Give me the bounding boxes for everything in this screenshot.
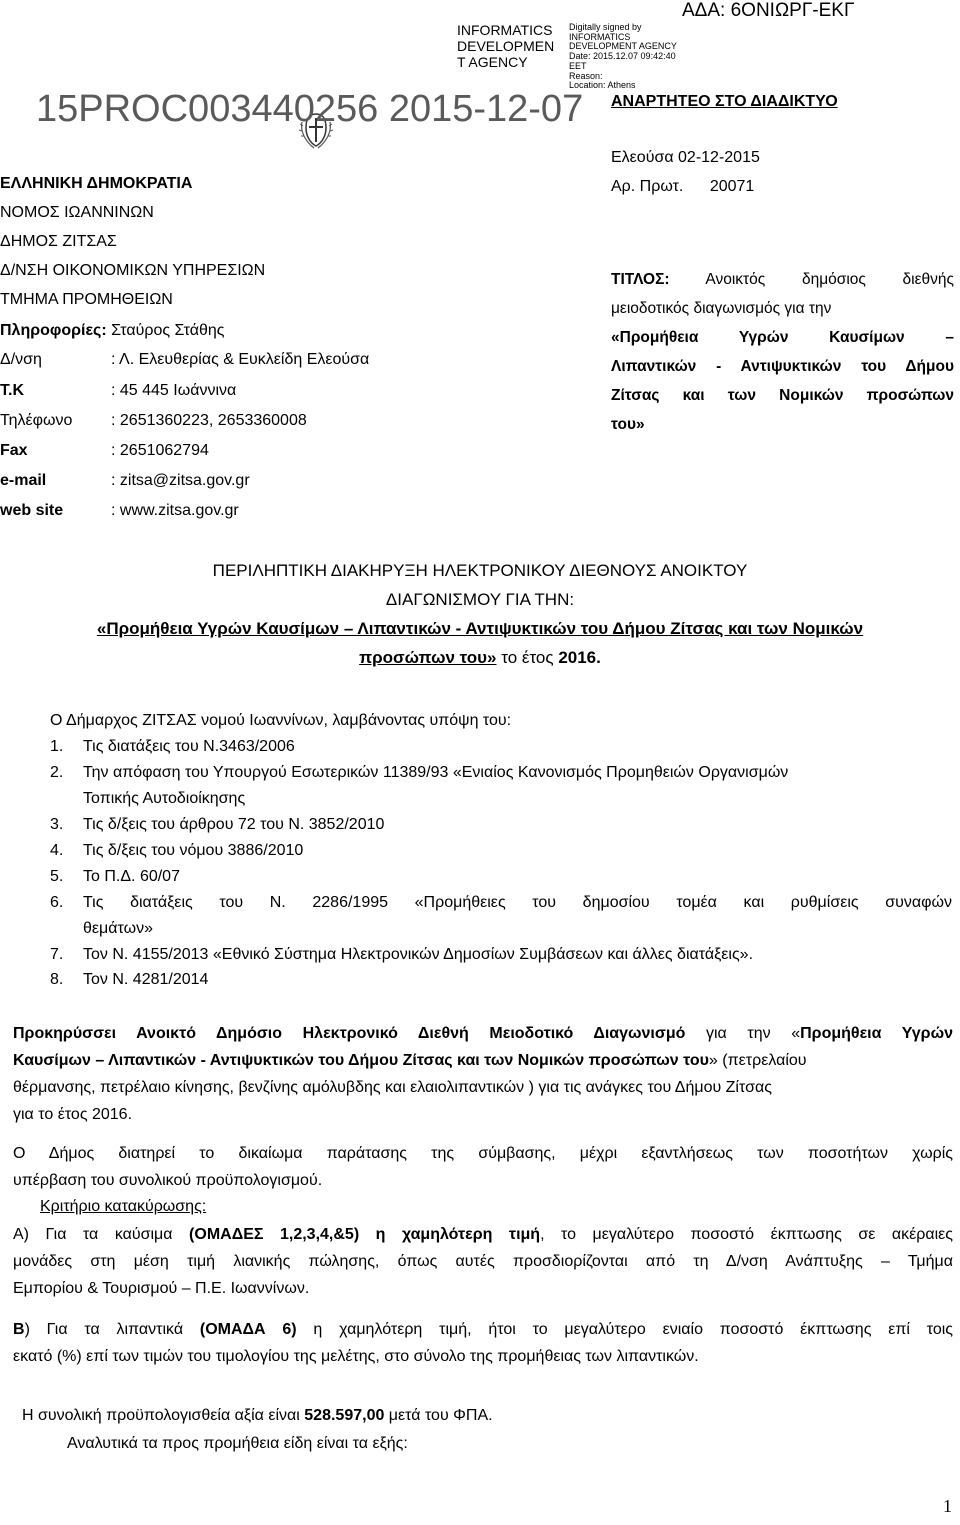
contact-row: [0, 382, 500, 400]
list-number: 1.: [50, 738, 64, 755]
notice-heading: [0, 556, 960, 672]
contact-value: : www.zitsa.gov.gr: [111, 502, 239, 519]
heading-year: 2016.: [558, 648, 601, 667]
signer-name-line: DEVELOPMEN: [457, 38, 555, 54]
text: Η συνολική προϋπολογισθεία αξία είναι: [22, 1407, 305, 1424]
title-line: Ζίτσας και των Νομικών προσώπων: [611, 387, 954, 404]
bold-text: Προκηρύσσει Ανοικτό Δημόσιο Ηλεκτρονικό Διεθνή Μειοδοτικό Διαγωνισμό: [13, 1025, 686, 1042]
text: για την «: [685, 1025, 801, 1042]
title-line: «Προμήθεια Υγρών Καυσίμων –: [611, 329, 954, 346]
title-line: [611, 265, 954, 294]
paragraph-line: [13, 1221, 953, 1248]
criteria-label: Κριτήριο κατακύρωσης:: [40, 1198, 207, 1215]
paragraph-line: υπέρβαση του συνολικού προϋπολογισμού.: [13, 1172, 323, 1189]
signature-detail-line: Location: Athens: [569, 80, 636, 91]
contact-value: : 2651062794: [111, 442, 209, 459]
list-text: Την απόφαση του Υπουργού Εσωτερικών 11389/93 «Ενιαίος Κανονισμός Προμηθειών Οργανισμών: [83, 764, 789, 781]
paragraph-line: Ο Δήμος διατηρεί το δικαίωμα παράτασης της σύμβασης, μέχρι εξαντλήσεως των ποσοτήτων χωρίς: [13, 1145, 953, 1162]
text: » (πετρελαίου: [708, 1052, 807, 1069]
list-number: 7.: [50, 946, 64, 963]
list-number: 6.: [50, 894, 64, 911]
budget-line: [22, 1407, 493, 1425]
contact-row: [0, 472, 500, 490]
authority-line: Δ/ΝΣΗ ΟΙΚΟΝΟΜΙΚΩΝ ΥΠΗΡΕΣΙΩΝ: [0, 262, 266, 279]
protocol-label: Αρ. Πρωτ.: [611, 178, 684, 195]
heading-text: το έτος: [496, 648, 559, 667]
list-text: Τις διατάξεις του Ν.3463/2006: [83, 738, 295, 755]
heading-line: ΔΙΑΓΩΝΙΣΜΟΥ ΓΙΑ ΤΗΝ:: [385, 590, 575, 609]
budget-value: 528.597,00: [304, 1407, 385, 1424]
title-line: του»: [611, 416, 645, 433]
page-number: 1: [943, 1496, 952, 1516]
info-value: Σταύρος Στάθης: [111, 322, 225, 339]
list-number: 4.: [50, 842, 64, 859]
signature-detail-line: Date: 2015.12.07 09:42:40: [569, 51, 676, 62]
title-block: [611, 265, 954, 439]
list-number: 2.: [50, 764, 64, 781]
list-text: Το Π.Δ. 60/07: [83, 868, 180, 885]
authority-line: ΕΛΛΗΝΙΚΗ ΔΗΜΟΚΡΑΤΙΑ: [0, 175, 193, 192]
contact-row: [0, 351, 500, 369]
heading-line: [0, 643, 960, 672]
paragraph-line: [13, 1316, 953, 1343]
contact-row: [0, 442, 500, 460]
list-text: Τον Ν. 4155/2013 «Εθνικό Σύστημα Ηλεκτρονικών Δημοσίων Συμβάσεων και άλλες διατάξεις».: [83, 946, 754, 963]
paragraph-line: [13, 1047, 953, 1074]
place-date: Ελεούσα 02-12-2015: [611, 149, 760, 166]
title-label: ΤΙΤΛΟΣ:: [611, 271, 670, 288]
bold-text: (ΟΜΑΔΑ 6): [199, 1321, 297, 1338]
contact-value: : 2651360223, 2653360008: [111, 412, 307, 429]
bold-text: Β: [13, 1321, 25, 1338]
heading-bold: προσώπων του»: [359, 648, 497, 667]
contact-label: Fax: [0, 442, 28, 459]
details-line: Αναλυτικά τα προς προμήθεια είδη είναι τα εξής:: [67, 1435, 408, 1452]
posted-online-label: ΑΝΑΡΤΗΤΕΟ ΣΤΟ ΔΙΑΔΙΚΤΥΟ: [611, 93, 838, 110]
signature-detail-line: INFORMATICS: [569, 31, 631, 42]
contact-row: [0, 412, 500, 430]
signer-name-line: INFORMATICS: [457, 22, 553, 38]
extension-paragraph: [13, 1140, 953, 1194]
info-label: Πληροφορίες:: [0, 322, 107, 339]
paragraph-line: [13, 1020, 953, 1047]
paragraph-line: μονάδες στη μέση τιμή λιανικής πώλησης, όπως αυτές προσδιορίζονται από τη Δ/νση Ανάπτυξης – Τμήμα: [13, 1253, 953, 1270]
criteria-a-paragraph: [13, 1221, 953, 1302]
text: μετά του ΦΠΑ.: [384, 1407, 493, 1424]
list-number: 3.: [50, 816, 64, 833]
list-text: Τις δ/ξεις του άρθρου 72 του Ν. 3852/2010: [83, 816, 385, 833]
list-text: Τοπικής Αυτοδιοίκησης: [83, 790, 246, 807]
info-line: [0, 322, 225, 340]
signature-detail-line: Reason:: [569, 70, 603, 81]
contact-label: Τ.Κ: [0, 382, 25, 399]
contact-label: web site: [0, 502, 64, 519]
title-line: Λιπαντικών - Αντιψυκτικών του Δήμου: [611, 358, 954, 375]
ada-code: ΑΔΑ: 6ΟΝΙΩΡΓ-ΕΚΓ: [682, 0, 855, 21]
bold-text: Προμήθεια Υγρών: [800, 1025, 953, 1042]
bold-text: (ΟΜΑΔΕΣ 1,2,3,4,&5) η χαμηλότερη τιμή: [189, 1226, 541, 1243]
protocol-number: 20071: [709, 178, 755, 195]
paragraph-line: θέρμανσης, πετρέλαιο κίνησης, βενζίνης αμόλυβδης και ελαιολιπαντικών ) για τις ανάγκες του Δήμου Ζίτσας: [13, 1079, 772, 1096]
list-number: 8.: [50, 971, 64, 988]
authority-line: ΤΜΗΜΑ ΠΡΟΜΗΘΕΙΩΝ: [0, 291, 173, 308]
paragraph-line: για το έτος 2016.: [13, 1106, 133, 1123]
signature-detail-line: DEVELOPMENT AGENCY: [569, 41, 677, 52]
list-text: θεμάτων»: [83, 920, 153, 937]
paragraph-line: εκατό (%) επί των τιμών του τιμολογίου της μελέτης, στο σύνολο της προμήθειας των λιπαντικών.: [13, 1348, 699, 1365]
contact-label: e-mail: [0, 472, 47, 489]
contact-label: Τηλέφωνο: [0, 412, 73, 429]
list-text: Τις διατάξεις του Ν. 2286/1995 «Προμήθειες του δημοσίου τομέα και ρυθμίσεις συναφών: [83, 894, 952, 911]
contact-label: Δ/νση: [0, 351, 42, 368]
protocol-line: [611, 178, 754, 196]
announcement-paragraph: [13, 1020, 953, 1128]
contact-value: : Λ. Ελευθερίας & Ευκλείδη Ελεούσα: [111, 351, 370, 368]
signature-detail-line: Digitally signed by: [569, 22, 642, 32]
text: ) Για τα λιπαντικά: [24, 1321, 200, 1338]
procurement-stamp: 15PROC003440256 2015-12-07: [36, 88, 584, 130]
signer-name-line: T AGENCY: [457, 54, 528, 70]
criteria-b-paragraph: [13, 1316, 953, 1370]
bold-text: Καυσίμων – Λιπαντικών - Αντιψυκτικών του Δήμου Ζίτσας και των Νομικών προσώπων του: [13, 1052, 709, 1069]
title-text: Ανοικτός δημόσιος διεθνής: [705, 271, 954, 288]
list-text: Τον Ν. 4281/2014: [83, 971, 209, 988]
considerations-intro: Ο Δήμαρχος ΖΙΤΣΑΣ νομού Ιωαννίνων, λαμβάνοντας υπόψη του:: [50, 712, 512, 729]
signature-details: [569, 23, 677, 91]
authority-line: ΝΟΜΟΣ ΙΩΑΝΝΙΝΩΝ: [0, 204, 154, 221]
signer-name: [457, 22, 554, 70]
authority-line: ΔΗΜΟΣ ΖΙΤΣΑΣ: [0, 233, 117, 250]
list-number: 5.: [50, 868, 64, 885]
text: Α) Για τα καύσιμα: [13, 1226, 190, 1243]
text: η χαμηλότερη τιμή, ήτοι το μεγαλύτερο ενιαίο ποσοστό έκπτωσης επί τοις: [296, 1321, 953, 1338]
list-text: Τις δ/ξεις του νόμου 3886/2010: [83, 842, 304, 859]
paragraph-line: Εμπορίου & Τουρισμού – Π.Ε. Ιωαννίνων.: [13, 1280, 310, 1297]
heading-line: ΠΕΡΙΛΗΠΤΙΚΗ ΔΙΑΚΗΡΥΞΗ ΗΛΕΚΤΡΟΝΙΚΟΥ ΔΙΕΘΝΟΥΣ ΑΝΟΙΚΤΟΥ: [212, 561, 748, 580]
contact-value: : 45 445 Ιωάννινα: [111, 382, 237, 399]
text: , το μεγαλύτερο ποσοστό έκπτωσης σε ακέραιες: [540, 1226, 954, 1243]
title-line: μειοδοτικός διαγωνισμός για την: [611, 300, 832, 317]
signature-detail-line: EET: [569, 60, 587, 71]
heading-line: «Προμήθεια Υγρών Καυσίμων – Λιπαντικών - Αντιψυκτικών του Δήμου Ζίτσας και των Νομικών: [96, 619, 864, 638]
contact-value: : zitsa@zitsa.gov.gr: [111, 472, 250, 489]
contact-row: [0, 502, 500, 520]
